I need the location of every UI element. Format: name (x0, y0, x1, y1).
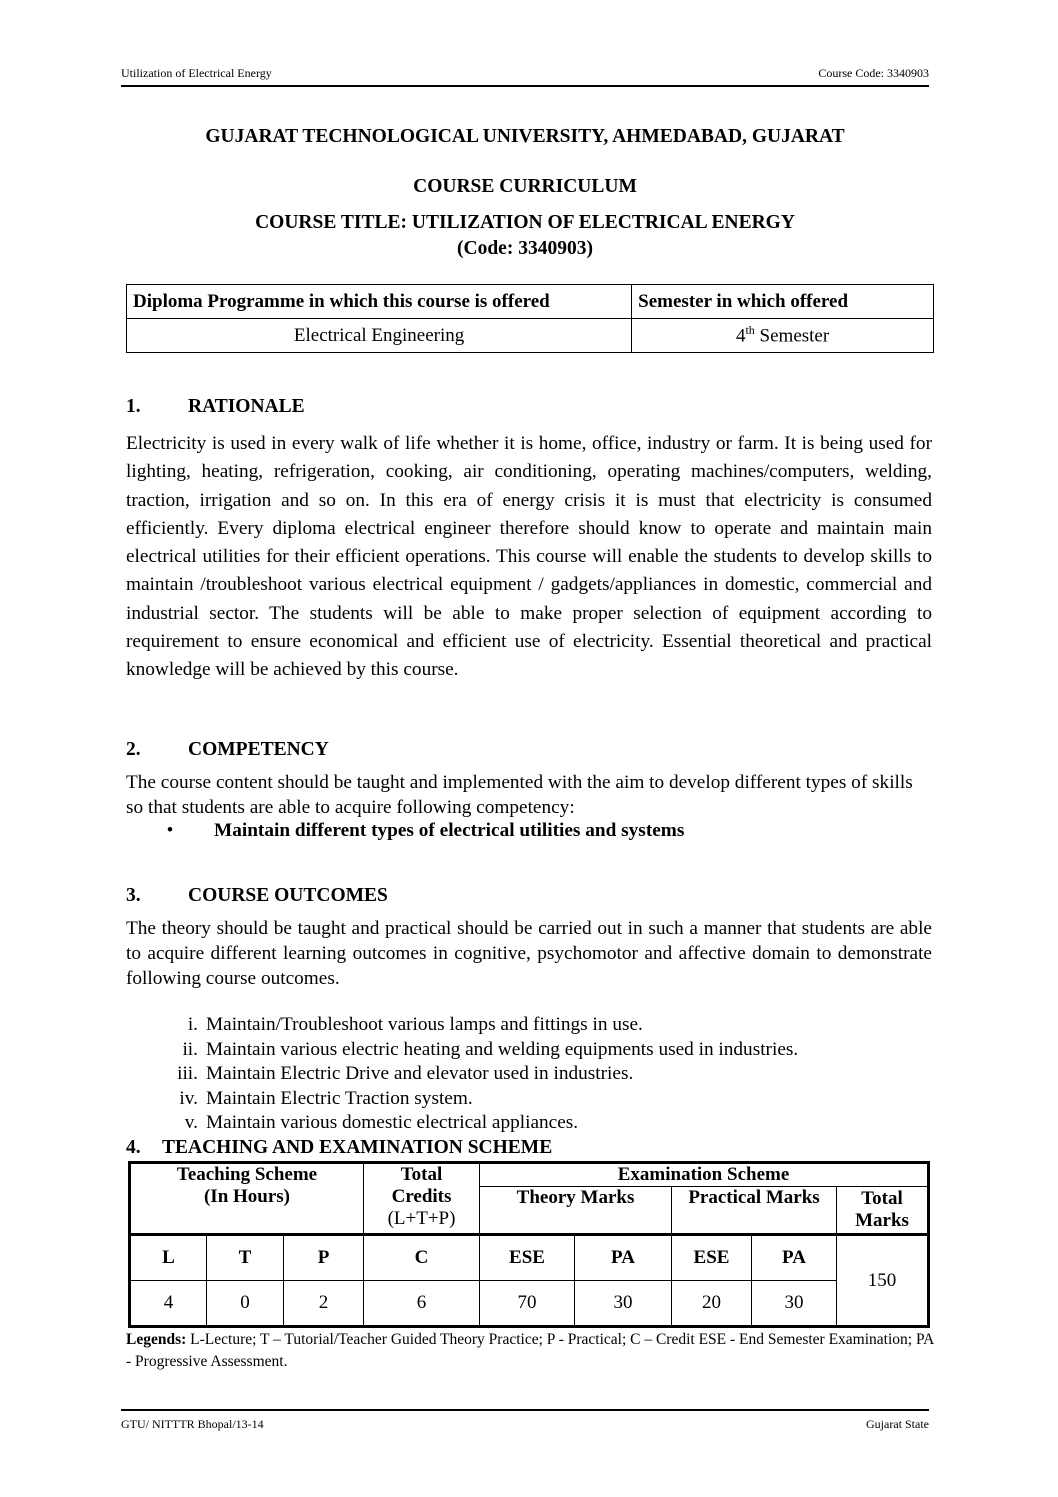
total-credits-header: Total Credits (L+T+P) (364, 1163, 480, 1235)
footer-left: GTU/ NITTTR Bhopal/13-14 (121, 1417, 264, 1431)
list-item: iii. Maintain Electric Drive and elevator used in industries. (177, 1063, 634, 1085)
col-p: P (284, 1235, 364, 1281)
value-practical-ese: 20 (672, 1281, 752, 1327)
list-item: ii. Maintain various electric heating and welding equipments used in industries. (182, 1038, 799, 1060)
curriculum-title: COURSE CURRICULUM (413, 176, 637, 197)
programme-table (126, 284, 934, 353)
header-course-code: Course Code: 3340903 (818, 66, 929, 80)
teaching-scheme-header: Teaching Scheme (In Hours) (130, 1163, 364, 1235)
col-practical-pa: PA (752, 1235, 837, 1281)
col-t: T (207, 1235, 284, 1281)
section-heading-competency: 2. COMPETENCY (126, 739, 329, 760)
practical-marks-header: Practical Marks (672, 1187, 837, 1235)
col-l: L (130, 1235, 207, 1281)
exam-scheme-header: Examination Scheme (480, 1163, 929, 1187)
value-theory-ese: 70 (480, 1281, 575, 1327)
scheme-table (128, 1161, 930, 1328)
total-marks-header: Total Marks (837, 1187, 929, 1235)
running-header (121, 66, 929, 87)
value-l: 4 (130, 1281, 207, 1327)
col-theory-pa: PA (575, 1235, 672, 1281)
value-practical-pa: 30 (752, 1281, 837, 1327)
rationale-text: Electricity is used in every walk of life whether it is home, office, industry or farm. It is being used for lighting, heating, refrigeration, cooking, air conditioning, operating machines/computers, welding, traction, irrigation and so on. In this era of energy crisis it is must that electricity is consumed efficiently. Every diploma electrical engineer therefore should know to operate and maintain main electrical utilities for their efficient operations. This course will enable the students to develop skills to maintain /troubleshoot various electrical equipment / gadgets/appliances in domestic, commercial and industrial sector. The students will be able to make proper selection of equipment according to requirement to ensure economical and efficient use of electricity. Essential theoretical and practical knowledge will be achieved by this course. (126, 433, 932, 681)
semester-value: 4th Semester (632, 319, 934, 353)
value-t: 0 (207, 1281, 284, 1327)
competency-bullet: • Maintain different types of electrical utilities and systems (126, 820, 684, 842)
list-item: i. Maintain/Troubleshoot various lamps and fittings in use. (187, 1014, 643, 1035)
programme-header: Diploma Programme in which this course is offered (127, 285, 632, 319)
legend (126, 1329, 934, 1373)
value-theory-pa: 30 (575, 1281, 672, 1327)
competency-text: The course content should be taught and implemented with the aim to develop different types of skills so that students are able to acquire following competency: (126, 772, 913, 818)
legend-label: Legends: (126, 1331, 187, 1348)
university-title: GUJARAT TECHNOLOGICAL UNIVERSITY, AHMEDABAD, GUJARAT (205, 126, 845, 147)
total-marks-value: 150 (837, 1235, 929, 1327)
programme-value: Electrical Engineering (127, 319, 632, 353)
value-p: 2 (284, 1281, 364, 1327)
col-theory-ese: ESE (480, 1235, 575, 1281)
course-code: (Code: 3340903) (457, 238, 593, 259)
header-course-name: Utilization of Electrical Energy (121, 66, 272, 80)
course-title: COURSE TITLE: UTILIZATION OF ELECTRICAL ENERGY (255, 212, 795, 233)
value-c: 6 (364, 1281, 480, 1327)
running-footer (121, 1409, 929, 1432)
section-heading-rationale: 1. RATIONALE (126, 396, 305, 417)
section-heading-scheme: 4. TEACHING AND EXAMINATION SCHEME (126, 1137, 553, 1158)
section-heading-outcomes: 3. COURSE OUTCOMES (126, 885, 388, 906)
outcomes-text: The theory should be taught and practical should be carried out in such a manner that students are able to acquire different learning outcomes in cognitive, psychomotor and affective domain to demonstrate following course outcomes. (126, 918, 932, 989)
footer-right: Gujarat State (866, 1417, 929, 1431)
col-practical-ese: ESE (672, 1235, 752, 1281)
semester-header: Semester in which offered (632, 285, 934, 319)
legend-text: L-Lecture; T – Tutorial/Teacher Guided Theory Practice; P - Practical; C – Credit ESE - End Semester Examination; PA - Progressive Assessment. (126, 1331, 934, 1370)
col-c: C (364, 1235, 480, 1281)
bullet-icon: • (166, 820, 174, 841)
list-item: iv. Maintain Electric Traction system. (179, 1087, 473, 1109)
list-item: v. Maintain various domestic electrical appliances. (184, 1112, 579, 1134)
outcomes-list (126, 1014, 798, 1137)
theory-marks-header: Theory Marks (480, 1187, 672, 1235)
